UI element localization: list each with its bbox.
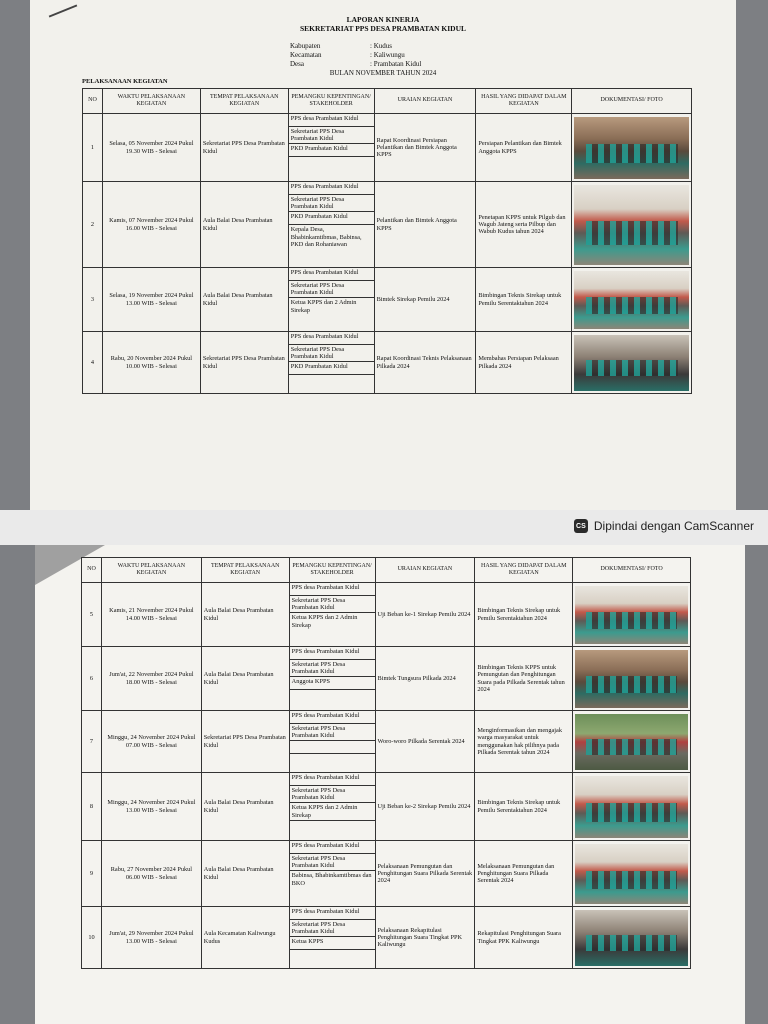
row-tempat: Aula Balai Desa Prambatan Kidul [200, 182, 288, 268]
stakeholder-item: PPS desa Prambatan Kidul [290, 711, 375, 724]
stakeholder-item: Sekretariat PPS Desa Prambatan Kidul [290, 596, 375, 613]
info-value: : Kaliwungu [370, 51, 405, 59]
documentation-photo [575, 910, 688, 966]
col-uraian: URAIAN KEGIATAN [375, 558, 475, 583]
stakeholder-item [289, 375, 374, 387]
stakeholder-item: Sekretariat PPS Desa Prambatan Kidul [290, 786, 375, 803]
stakeholder-item: PPS desa Prambatan Kidul [290, 773, 375, 786]
table-row [82, 583, 691, 647]
row-stakeholders [288, 268, 374, 332]
camscanner-watermark [574, 515, 754, 537]
report-info [290, 42, 421, 69]
row-number: 4 [83, 332, 103, 394]
table-row [82, 711, 691, 773]
info-key: Kecamatan [290, 51, 322, 59]
scan-separator [0, 510, 768, 545]
row-tempat: Aula Balai Desa Prambatan Kidul [201, 647, 289, 711]
row-photo [572, 114, 692, 182]
stakeholder-item: Anggota KPPS [290, 677, 375, 690]
row-uraian: Uji Beban ke-2 Sirekap Pemilu 2024 [375, 773, 475, 841]
table-row [82, 773, 691, 841]
stakeholder-item: PPS desa Prambatan Kidul [290, 583, 375, 596]
row-hasil: Menginformasikan dan mengajak warga masyarakat untuk menggunakan hak pilihnya pada Pilkada Serentak tahun 2024 [475, 711, 573, 773]
col-tempat: TEMPAT PELAKSANAAN KEGIATAN [200, 89, 288, 114]
row-stakeholders [289, 907, 375, 969]
row-photo [572, 268, 692, 332]
row-stakeholders [289, 647, 375, 711]
stakeholder-item: Ketua KPPS dan 2 Admin Sirekap [290, 299, 357, 314]
row-photo [573, 711, 691, 773]
info-value: : Prambatan Kidul [370, 60, 422, 68]
row-photo [573, 647, 691, 711]
row-waktu: Minggu, 24 November 2024 Pukul 13.00 WIB - Selesai [101, 773, 201, 841]
row-tempat: Sekretariat PPS Desa Prambatan Kidul [201, 711, 289, 773]
stakeholder-item: PKD Prambatan Kidul [289, 144, 374, 157]
row-photo [573, 583, 691, 647]
stakeholder-item [290, 690, 375, 702]
stakeholder-item: Sekretariat PPS Desa Prambatan Kidul [289, 345, 374, 362]
row-stakeholders [288, 182, 374, 268]
row-number: 6 [82, 647, 102, 711]
row-waktu: Minggu, 24 November 2024 Pukul 07.00 WIB - Selesai [101, 711, 201, 773]
row-number: 8 [82, 773, 102, 841]
stakeholder-item [290, 741, 375, 754]
stakeholder-item: Sekretariat PPS Desa Prambatan Kidul [290, 660, 375, 677]
row-hasil: Melaksanaan Pemungutan dan Penghitungan Suara Pilkada Serentak 2024 [475, 841, 573, 907]
stakeholder-item: Kepala Desa, Bhabinkamtibmas, Babinsa, PKD dan Rohaniawan [290, 226, 362, 248]
row-photo [573, 773, 691, 841]
info-key: Desa [290, 60, 304, 68]
row-uraian: Bimtek Tungsura Pilkada 2024 [375, 647, 475, 711]
report-title: LAPORAN KINERJA [346, 15, 420, 24]
row-stakeholders [288, 332, 374, 394]
row-tempat: Aula Balai Desa Prambatan Kidul [201, 841, 289, 907]
row-tempat: Aula Balai Desa Prambatan Kidul [200, 268, 288, 332]
row-waktu: Jum'at, 29 November 2024 Pukul 13.00 WIB - Selesai [101, 907, 201, 969]
col-pemangku: PEMANGKU KEPENTINGAN/ STAKEHOLDER [288, 89, 374, 114]
stakeholder-item [290, 821, 375, 833]
stakeholder-item: PPS desa Prambatan Kidul [289, 332, 374, 345]
row-uraian: Rapat Koordinasi Teknis Pelaksanaan Pilkada 2024 [374, 332, 476, 394]
scan-page-1 [30, 0, 736, 510]
row-hasil: Penetapan KPPS untuk Pilgub dan Wagub Jateng serta Pilbup dan Wabub Kudus tahun 2024 [476, 182, 572, 268]
row-stakeholders [288, 114, 374, 182]
row-tempat: Sekretariat PPS Desa Prambatan Kidul [200, 114, 288, 182]
row-number: 7 [82, 711, 102, 773]
info-value: : Kudus [370, 42, 392, 50]
row-hasil: Bimbingan Teknis KPPS untuk Pemungutan dan Penghitungan Suara pada Pilkada Serentak tahun 2024 [475, 647, 573, 711]
stakeholder-item [289, 157, 374, 169]
row-stakeholders [289, 583, 375, 647]
documentation-photo [575, 650, 688, 708]
table-row [83, 332, 692, 394]
row-waktu: Rabu, 27 November 2024 Pukul 06.00 WIB - Selesai [101, 841, 201, 907]
stakeholder-item: Sekretariat PPS Desa Prambatan Kidul [289, 195, 374, 212]
stakeholder-item: Ketua KPPS dan 2 Admin Sirekap [290, 803, 375, 820]
info-key: Kabupaten [290, 42, 321, 50]
col-hasil: HASIL YANG DIDAPAT DALAM KEGIATAN [475, 558, 573, 583]
row-photo [573, 841, 691, 907]
stakeholder-item: PPS desa Prambatan Kidul [289, 114, 374, 127]
row-waktu: Selasa, 05 November 2024 Pukul 19.30 WIB - Selesai [102, 114, 200, 182]
stakeholder-item: PKD Prambatan Kidul [289, 362, 374, 375]
camscanner-label: Dipindai dengan CamScanner [593, 519, 754, 533]
row-uraian: Woro-woro Pilkada Serentak 2024 [375, 711, 475, 773]
stakeholder-item: Ketua KPPS [290, 937, 375, 950]
scan-page-2 [35, 545, 745, 1024]
row-uraian: Bimtek Sirekap Pemilu 2024 [374, 268, 476, 332]
row-waktu: Kamis, 21 November 2024 Pukul 14.00 WIB - Selesai [101, 583, 201, 647]
col-pemangku: PEMANGKU KEPENTINGAN/ STAKEHOLDER [289, 558, 375, 583]
row-hasil: Membahas Persiapan Pelaksaan Pilkada 2024 [476, 332, 572, 394]
stakeholder-item: PPS desa Prambatan Kidul [290, 841, 375, 854]
documentation-photo [575, 776, 688, 838]
row-hasil: Bimbingan Teknis Sirekap untuk Pemilu Serentaktahun 2024 [475, 583, 573, 647]
row-waktu: Kamis, 07 November 2024 Pukul 16.00 WIB - Selesai [102, 182, 200, 268]
col-dokumentasi: DOKUMENTASI/ FOTO [573, 558, 691, 583]
documentation-photo [575, 714, 688, 770]
col-uraian: URAIAN KEGIATAN [374, 89, 476, 114]
stakeholder-item [290, 950, 375, 962]
row-number: 2 [83, 182, 103, 268]
stakeholder-item: Babinsa, Bhabinkamtibmas dan BKO [291, 872, 372, 887]
documentation-photo [574, 335, 689, 391]
stakeholder-item: PPS desa Prambatan Kidul [289, 268, 374, 281]
table-row [83, 268, 692, 332]
row-tempat: Aula Balai Desa Prambatan Kidul [201, 773, 289, 841]
table-row [82, 841, 691, 907]
stakeholder-item: PKD Prambatan Kidul [289, 212, 374, 225]
row-stakeholders [289, 711, 375, 773]
documentation-photo [574, 117, 689, 179]
row-uraian: Pelaksanaan Rekapitulasi Penghitungan Suara Tingkat PPK Kaliwungu [375, 907, 475, 969]
row-number: 3 [83, 268, 103, 332]
table-row [83, 114, 692, 182]
activity-table-2 [81, 557, 691, 969]
row-hasil: Rekapitulasi Penghitungan Suara Tingkat PPK Kaliwungu [475, 907, 573, 969]
report-subtitle: SEKRETARIAT PPS DESA PRAMBATAN KIDUL [300, 24, 466, 33]
stakeholder-item: Sekretariat PPS Desa Prambatan Kidul [289, 127, 374, 144]
stakeholder-item: Sekretariat PPS Desa Prambatan Kidul [290, 854, 375, 871]
row-stakeholders [289, 841, 375, 907]
documentation-photo [574, 185, 689, 265]
row-uraian: Pelantikan dan Bimtek Anggota KPPS [374, 182, 476, 268]
row-photo [572, 182, 692, 268]
table-row [82, 647, 691, 711]
row-uraian: Pelaksanaan Pemungutan dan Penghitungan Suara Pilkada Serentak 2024 [375, 841, 475, 907]
row-waktu: Jum'at, 22 November 2024 Pukul 18.00 WIB - Selesai [101, 647, 201, 711]
row-hasil: Bimbingan Teknis Sirekap untuk Pemilu Serentaktahun 2024 [475, 773, 573, 841]
stakeholder-item: PPS desa Prambatan Kidul [290, 647, 375, 660]
row-waktu: Rabu, 20 November 2024 Pukul 10.00 WIB - Selesai [102, 332, 200, 394]
col-waktu: WAKTU PELAKSANAAN KEGIATAN [101, 558, 201, 583]
table-row [83, 182, 692, 268]
col-no: NO [82, 558, 102, 583]
documentation-photo [574, 271, 689, 329]
row-photo [573, 907, 691, 969]
col-dokumentasi: DOKUMENTASI/ FOTO [572, 89, 692, 114]
col-tempat: TEMPAT PELAKSANAAN KEGIATAN [201, 558, 289, 583]
row-waktu: Selasa, 19 November 2024 Pukul 13.00 WIB - Selesai [102, 268, 200, 332]
col-no: NO [83, 89, 103, 114]
stakeholder-item: PPS desa Prambatan Kidul [290, 907, 375, 920]
row-uraian: Rapat Koordinasi Persiapan Pelantikan dan Bimtek Anggota KPPS [374, 114, 476, 182]
row-uraian: Uji Beban ke-1 Sirekap Pemilu 2024 [375, 583, 475, 647]
row-hasil: Bimbingan Teknis Sirekap untuk Pemilu Serentaktahun 2024 [476, 268, 572, 332]
row-photo [572, 332, 692, 394]
row-number: 5 [82, 583, 102, 647]
stakeholder-item: Sekretariat PPS Desa Prambatan Kidul [289, 281, 374, 298]
documentation-photo [575, 586, 688, 644]
row-tempat: Sekretariat PPS Desa Prambatan Kidul [200, 332, 288, 394]
camscanner-logo-icon: CS [574, 519, 588, 533]
row-number: 1 [83, 114, 103, 182]
table-row [82, 907, 691, 969]
section-title: PELAKSANAAN KEGIATAN [82, 78, 168, 85]
activity-table-1 [82, 88, 692, 394]
report-month: BULAN NOVEMBER TAHUN 2024 [329, 69, 437, 77]
col-waktu: WAKTU PELAKSANAAN KEGIATAN [102, 89, 200, 114]
documentation-photo [575, 844, 688, 904]
row-hasil: Persiapan Pelantikan dan Bimtek Anggota KPPS [476, 114, 572, 182]
stakeholder-item [290, 754, 375, 766]
stakeholder-item: Sekretariat PPS Desa Prambatan Kidul [290, 724, 375, 741]
row-stakeholders [289, 773, 375, 841]
row-tempat: Aula Kecamatan Kaliwungu Kudus [201, 907, 289, 969]
stakeholder-item: PPS desa Prambatan Kidul [289, 182, 374, 195]
row-number: 9 [82, 841, 102, 907]
col-hasil: HASIL YANG DIDAPAT DALAM KEGIATAN [476, 89, 572, 114]
stakeholder-item: Sekretariat PPS Desa Prambatan Kidul [290, 920, 375, 937]
stakeholder-item: Ketua KPPS dan 2 Admin Sirekap [291, 614, 358, 629]
row-number: 10 [82, 907, 102, 969]
row-tempat: Aula Balai Desa Prambatan Kidul [201, 583, 289, 647]
